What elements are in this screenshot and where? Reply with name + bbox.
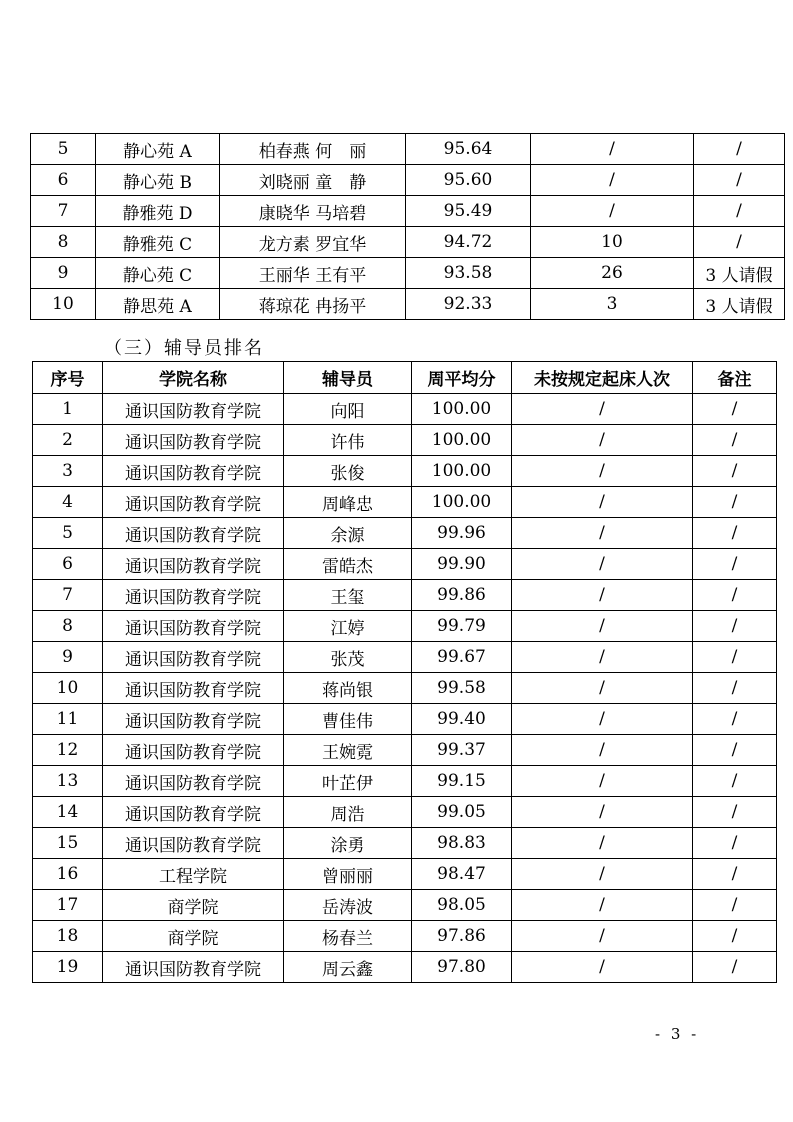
cell-counselor: 涂勇 bbox=[284, 828, 412, 859]
table-row bbox=[33, 952, 777, 983]
cell-building: 静心苑 C bbox=[96, 258, 220, 289]
cell-rank: 4 bbox=[33, 487, 103, 518]
cell-rank: 2 bbox=[33, 425, 103, 456]
cell-late-count: / bbox=[512, 890, 693, 921]
cell-score: 99.05 bbox=[412, 797, 512, 828]
cell-score: 95.64 bbox=[406, 134, 531, 165]
table-row bbox=[33, 518, 777, 549]
table-row bbox=[33, 735, 777, 766]
cell-rank: 6 bbox=[33, 549, 103, 580]
cell-rank: 3 bbox=[33, 456, 103, 487]
table-row bbox=[33, 673, 777, 704]
cell-score: 99.67 bbox=[412, 642, 512, 673]
table-row bbox=[33, 890, 777, 921]
counselor-ranking-table bbox=[32, 361, 777, 983]
cell-note: / bbox=[694, 196, 785, 227]
cell-college: 通识国防教育学院 bbox=[103, 611, 284, 642]
cell-late-count: / bbox=[531, 134, 694, 165]
cell-building: 静心苑 B bbox=[96, 165, 220, 196]
cell-late-count: / bbox=[512, 394, 693, 425]
header-weekly-average: 周平均分 bbox=[412, 362, 512, 394]
cell-score: 100.00 bbox=[412, 456, 512, 487]
cell-score: 98.83 bbox=[412, 828, 512, 859]
cell-score: 99.37 bbox=[412, 735, 512, 766]
cell-late-count: / bbox=[512, 425, 693, 456]
cell-college: 通识国防教育学院 bbox=[103, 394, 284, 425]
cell-college: 通识国防教育学院 bbox=[103, 673, 284, 704]
cell-counselor: 叶芷伊 bbox=[284, 766, 412, 797]
cell-note: / bbox=[693, 425, 777, 456]
cell-note: / bbox=[693, 797, 777, 828]
header-late-count: 未按规定起床人次 bbox=[512, 362, 693, 394]
section-heading: （三）辅导员排名 bbox=[104, 338, 264, 359]
cell-counselor: 许伟 bbox=[284, 425, 412, 456]
cell-building: 静心苑 A bbox=[96, 134, 220, 165]
cell-college: 通识国防教育学院 bbox=[103, 549, 284, 580]
cell-college: 通识国防教育学院 bbox=[103, 828, 284, 859]
table-row bbox=[33, 766, 777, 797]
cell-score: 99.79 bbox=[412, 611, 512, 642]
cell-counselor: 江婷 bbox=[284, 611, 412, 642]
cell-late-count: / bbox=[512, 952, 693, 983]
cell-rank: 10 bbox=[31, 289, 96, 320]
table-row bbox=[33, 425, 777, 456]
cell-late-count: / bbox=[512, 549, 693, 580]
cell-rank: 16 bbox=[33, 859, 103, 890]
cell-names: 龙方素 罗宜华 bbox=[220, 227, 406, 258]
cell-names: 康晓华 马培碧 bbox=[220, 196, 406, 227]
cell-score: 97.86 bbox=[412, 921, 512, 952]
table-row bbox=[33, 394, 777, 425]
table-row bbox=[31, 134, 785, 165]
cell-building: 静雅苑 D bbox=[96, 196, 220, 227]
table-row bbox=[31, 258, 785, 289]
cell-rank: 18 bbox=[33, 921, 103, 952]
cell-counselor: 曹佳伟 bbox=[284, 704, 412, 735]
cell-rank: 7 bbox=[31, 196, 96, 227]
table-row bbox=[33, 859, 777, 890]
cell-college: 通识国防教育学院 bbox=[103, 518, 284, 549]
cell-score: 93.58 bbox=[406, 258, 531, 289]
cell-counselor: 周云鑫 bbox=[284, 952, 412, 983]
cell-college: 通识国防教育学院 bbox=[103, 642, 284, 673]
cell-rank: 11 bbox=[33, 704, 103, 735]
cell-late-count: / bbox=[512, 859, 693, 890]
cell-counselor: 张俊 bbox=[284, 456, 412, 487]
cell-rank: 12 bbox=[33, 735, 103, 766]
table-row bbox=[31, 227, 785, 258]
cell-names: 柏春燕 何 丽 bbox=[220, 134, 406, 165]
cell-note: 3 人请假 bbox=[694, 289, 785, 320]
table-row bbox=[33, 921, 777, 952]
table-header-row bbox=[33, 362, 777, 394]
table-row bbox=[33, 580, 777, 611]
cell-rank: 19 bbox=[33, 952, 103, 983]
cell-college: 通识国防教育学院 bbox=[103, 456, 284, 487]
cell-note: / bbox=[693, 549, 777, 580]
table-row bbox=[33, 704, 777, 735]
cell-late-count: 3 bbox=[531, 289, 694, 320]
cell-note: / bbox=[693, 456, 777, 487]
cell-rank: 13 bbox=[33, 766, 103, 797]
cell-note: / bbox=[693, 766, 777, 797]
cell-late-count: / bbox=[512, 487, 693, 518]
cell-note: / bbox=[693, 518, 777, 549]
cell-college: 通识国防教育学院 bbox=[103, 797, 284, 828]
cell-note: / bbox=[693, 487, 777, 518]
table-row bbox=[31, 289, 785, 320]
cell-late-count: / bbox=[512, 828, 693, 859]
cell-rank: 5 bbox=[33, 518, 103, 549]
cell-counselor: 周浩 bbox=[284, 797, 412, 828]
cell-score: 100.00 bbox=[412, 394, 512, 425]
cell-college: 通识国防教育学院 bbox=[103, 766, 284, 797]
cell-score: 95.49 bbox=[406, 196, 531, 227]
cell-counselor: 蒋尚银 bbox=[284, 673, 412, 704]
table-row bbox=[31, 165, 785, 196]
cell-rank: 15 bbox=[33, 828, 103, 859]
table-row bbox=[33, 828, 777, 859]
cell-names: 蒋琼花 冉扬平 bbox=[220, 289, 406, 320]
cell-late-count: / bbox=[512, 921, 693, 952]
cell-college: 通识国防教育学院 bbox=[103, 735, 284, 766]
cell-late-count: / bbox=[512, 704, 693, 735]
cell-counselor: 雷皓杰 bbox=[284, 549, 412, 580]
cell-counselor: 向阳 bbox=[284, 394, 412, 425]
cell-counselor: 岳涛波 bbox=[284, 890, 412, 921]
cell-score: 97.80 bbox=[412, 952, 512, 983]
cell-late-count: / bbox=[512, 580, 693, 611]
cell-note: / bbox=[693, 580, 777, 611]
cell-note: / bbox=[694, 165, 785, 196]
cell-note: / bbox=[693, 921, 777, 952]
cell-counselor: 周峰忠 bbox=[284, 487, 412, 518]
cell-score: 99.86 bbox=[412, 580, 512, 611]
cell-college: 通识国防教育学院 bbox=[103, 580, 284, 611]
page-number: - 3 - bbox=[655, 1025, 700, 1043]
cell-late-count: / bbox=[512, 518, 693, 549]
table-row bbox=[33, 487, 777, 518]
cell-late-count: / bbox=[512, 735, 693, 766]
cell-late-count: 26 bbox=[531, 258, 694, 289]
cell-score: 95.60 bbox=[406, 165, 531, 196]
cell-note: / bbox=[693, 735, 777, 766]
cell-late-count: / bbox=[512, 673, 693, 704]
cell-note: / bbox=[693, 642, 777, 673]
cell-college: 通识国防教育学院 bbox=[103, 952, 284, 983]
cell-note: / bbox=[693, 673, 777, 704]
cell-rank: 9 bbox=[33, 642, 103, 673]
cell-rank: 9 bbox=[31, 258, 96, 289]
cell-score: 99.58 bbox=[412, 673, 512, 704]
cell-note: / bbox=[694, 227, 785, 258]
cell-score: 100.00 bbox=[412, 487, 512, 518]
cell-rank: 10 bbox=[33, 673, 103, 704]
dorm-ranking-table bbox=[30, 133, 785, 320]
cell-rank: 6 bbox=[31, 165, 96, 196]
table-row bbox=[33, 797, 777, 828]
cell-score: 99.90 bbox=[412, 549, 512, 580]
table-row bbox=[33, 549, 777, 580]
cell-counselor: 王玺 bbox=[284, 580, 412, 611]
cell-college: 商学院 bbox=[103, 921, 284, 952]
header-college: 学院名称 bbox=[103, 362, 284, 394]
cell-rank: 14 bbox=[33, 797, 103, 828]
cell-note: 3 人请假 bbox=[694, 258, 785, 289]
cell-score: 99.96 bbox=[412, 518, 512, 549]
cell-building: 静雅苑 C bbox=[96, 227, 220, 258]
cell-score: 99.15 bbox=[412, 766, 512, 797]
cell-note: / bbox=[693, 611, 777, 642]
cell-rank: 8 bbox=[33, 611, 103, 642]
cell-rank: 7 bbox=[33, 580, 103, 611]
cell-score: 92.33 bbox=[406, 289, 531, 320]
cell-college: 工程学院 bbox=[103, 859, 284, 890]
cell-rank: 8 bbox=[31, 227, 96, 258]
cell-note: / bbox=[693, 704, 777, 735]
table-row bbox=[33, 611, 777, 642]
header-counselor: 辅导员 bbox=[284, 362, 412, 394]
cell-rank: 5 bbox=[31, 134, 96, 165]
cell-late-count: / bbox=[512, 766, 693, 797]
cell-late-count: 10 bbox=[531, 227, 694, 258]
cell-score: 98.05 bbox=[412, 890, 512, 921]
cell-college: 通识国防教育学院 bbox=[103, 487, 284, 518]
cell-score: 100.00 bbox=[412, 425, 512, 456]
cell-late-count: / bbox=[512, 797, 693, 828]
table-row bbox=[33, 456, 777, 487]
cell-names: 刘晓丽 童 静 bbox=[220, 165, 406, 196]
cell-counselor: 王婉霓 bbox=[284, 735, 412, 766]
cell-counselor: 张茂 bbox=[284, 642, 412, 673]
cell-college: 通识国防教育学院 bbox=[103, 425, 284, 456]
cell-score: 98.47 bbox=[412, 859, 512, 890]
cell-counselor: 曾丽丽 bbox=[284, 859, 412, 890]
header-note: 备注 bbox=[693, 362, 777, 394]
cell-rank: 1 bbox=[33, 394, 103, 425]
cell-counselor: 余源 bbox=[284, 518, 412, 549]
table-row bbox=[33, 642, 777, 673]
cell-rank: 17 bbox=[33, 890, 103, 921]
cell-score: 99.40 bbox=[412, 704, 512, 735]
cell-late-count: / bbox=[531, 196, 694, 227]
header-rank: 序号 bbox=[33, 362, 103, 394]
cell-counselor: 杨春兰 bbox=[284, 921, 412, 952]
cell-late-count: / bbox=[512, 642, 693, 673]
cell-college: 商学院 bbox=[103, 890, 284, 921]
cell-note: / bbox=[693, 952, 777, 983]
table-row bbox=[31, 196, 785, 227]
cell-note: / bbox=[693, 828, 777, 859]
cell-score: 94.72 bbox=[406, 227, 531, 258]
cell-late-count: / bbox=[512, 456, 693, 487]
cell-late-count: / bbox=[531, 165, 694, 196]
cell-note: / bbox=[694, 134, 785, 165]
cell-college: 通识国防教育学院 bbox=[103, 704, 284, 735]
cell-late-count: / bbox=[512, 611, 693, 642]
cell-note: / bbox=[693, 859, 777, 890]
cell-note: / bbox=[693, 394, 777, 425]
cell-names: 王丽华 王有平 bbox=[220, 258, 406, 289]
cell-note: / bbox=[693, 890, 777, 921]
cell-building: 静思苑 A bbox=[96, 289, 220, 320]
